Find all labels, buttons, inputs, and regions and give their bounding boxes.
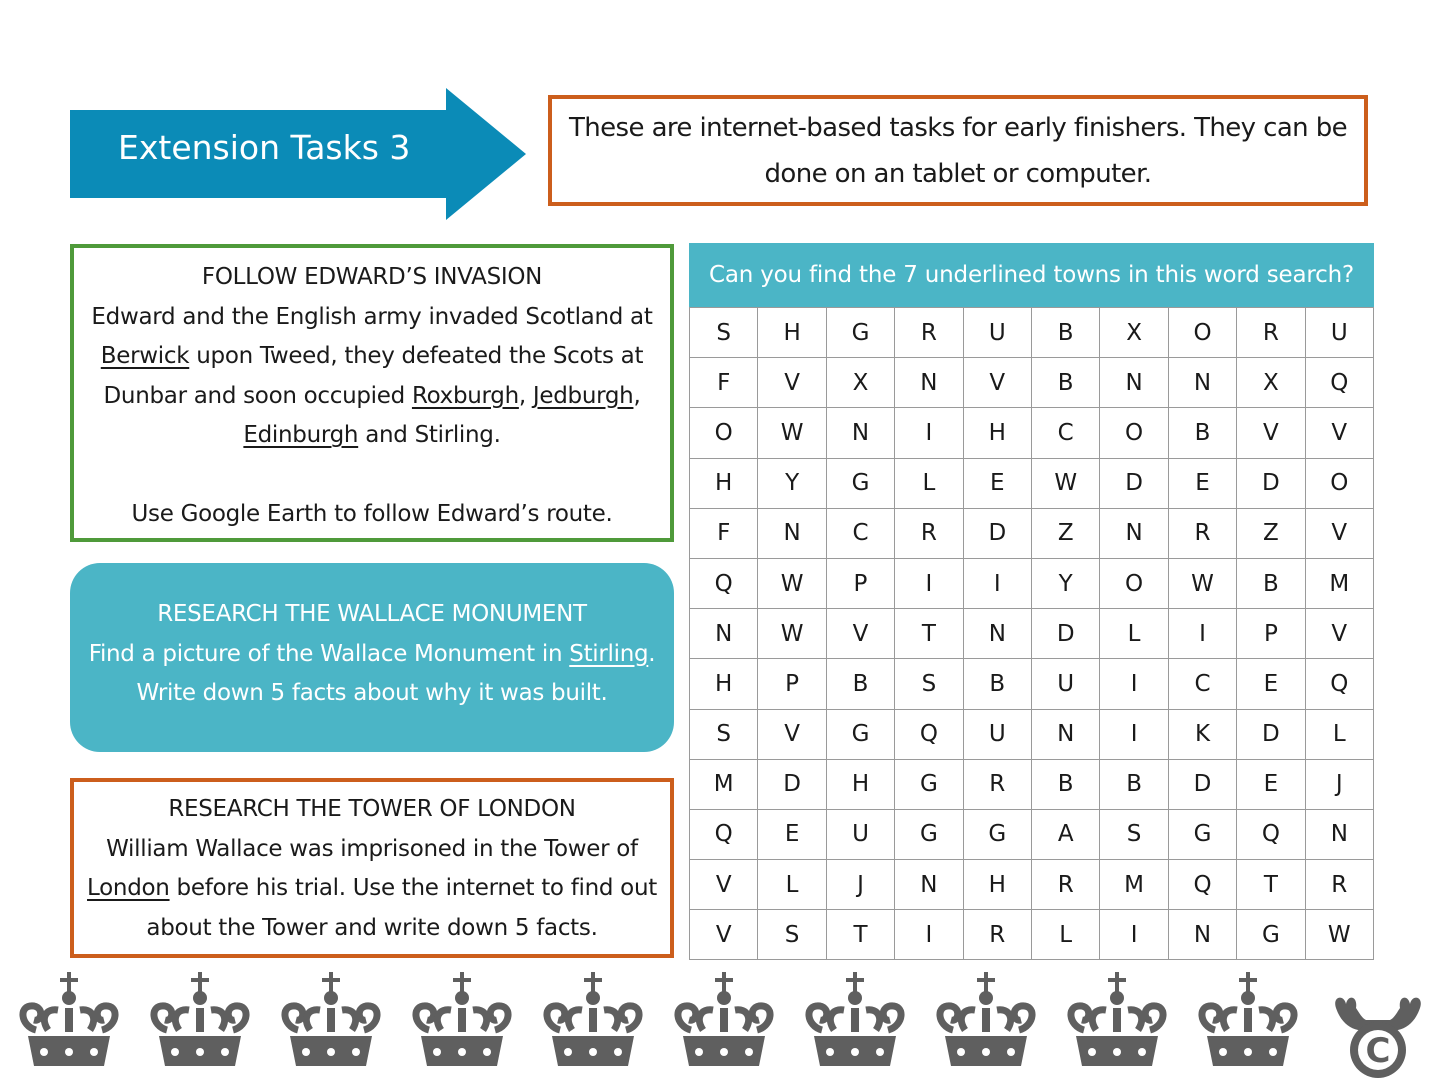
grid-cell: Q <box>1306 358 1374 408</box>
crown-icon <box>1193 968 1303 1078</box>
grid-cell: E <box>758 810 826 860</box>
grid-cell: J <box>1306 760 1374 810</box>
grid-cell: R <box>964 760 1032 810</box>
grid-cell: T <box>1237 860 1305 910</box>
grid-cell: I <box>1100 710 1168 760</box>
grid-cell: I <box>964 559 1032 609</box>
grid-cell: W <box>758 559 826 609</box>
grid-cell: Z <box>1032 509 1100 559</box>
svg-text:C: C <box>1365 1031 1391 1071</box>
moose-copyright-logo <box>1322 990 1434 1082</box>
grid-cell: L <box>1100 609 1168 659</box>
grid-cell: O <box>1100 408 1168 458</box>
word-search-header: Can you find the 7 underlined towns in this word search? <box>689 243 1374 307</box>
crown-icon <box>276 968 386 1078</box>
grid-cell: G <box>827 710 895 760</box>
title-arrow-banner <box>70 88 526 220</box>
grid-cell: L <box>1032 910 1100 960</box>
grid-cell: B <box>1100 760 1168 810</box>
grid-cell: N <box>895 358 963 408</box>
underlined-town: Roxburgh <box>411 382 519 409</box>
grid-cell: D <box>1100 459 1168 509</box>
grid-cell: E <box>1237 659 1305 709</box>
grid-cell: N <box>827 408 895 458</box>
grid-cell: E <box>1169 459 1237 509</box>
grid-cell: B <box>1169 408 1237 458</box>
grid-cell: D <box>1237 710 1305 760</box>
grid-cell: L <box>895 459 963 509</box>
grid-cell: V <box>1306 509 1374 559</box>
grid-cell: H <box>827 760 895 810</box>
spacer <box>86 456 658 496</box>
grid-cell: P <box>827 559 895 609</box>
text-segment: upon Tweed, they defeated the Scots at Dunbar and soon occupied <box>103 343 644 409</box>
grid-cell: X <box>1100 308 1168 358</box>
task-description <box>86 830 658 949</box>
grid-cell: C <box>1032 408 1100 458</box>
grid-cell: H <box>758 308 826 358</box>
grid-cell: D <box>758 760 826 810</box>
grid-cell: Q <box>1237 810 1305 860</box>
crown-border <box>14 968 1434 1080</box>
underlined-town: Edinburgh <box>243 422 359 448</box>
grid-cell: D <box>1032 609 1100 659</box>
grid-cell: B <box>1032 308 1100 358</box>
crown-icon <box>407 968 517 1078</box>
grid-cell: V <box>964 358 1032 408</box>
grid-cell: D <box>964 509 1032 559</box>
grid-cell: I <box>895 910 963 960</box>
task-title: RESEARCH THE WALLACE MONUMENT <box>157 601 587 627</box>
grid-cell: R <box>895 308 963 358</box>
grid-cell: R <box>1169 509 1237 559</box>
grid-cell: N <box>1169 910 1237 960</box>
grid-cell: M <box>690 760 758 810</box>
grid-cell: N <box>1032 710 1100 760</box>
task-title: RESEARCH THE TOWER OF LONDON <box>168 796 576 822</box>
grid-cell: N <box>895 860 963 910</box>
grid-cell: E <box>964 459 1032 509</box>
crown-icon <box>931 968 1041 1078</box>
grid-cell: Y <box>758 459 826 509</box>
grid-cell: D <box>1237 459 1305 509</box>
grid-cell: G <box>1169 810 1237 860</box>
grid-cell: O <box>690 408 758 458</box>
grid-cell: B <box>964 659 1032 709</box>
text-segment: Find a picture of the Wallace Monument in <box>88 640 570 667</box>
grid-cell: I <box>1100 910 1168 960</box>
text-segment: . <box>648 640 656 667</box>
grid-cell: G <box>895 810 963 860</box>
grid-cell: U <box>964 308 1032 358</box>
grid-cell: W <box>1306 910 1374 960</box>
grid-cell: A <box>1032 810 1100 860</box>
grid-cell: I <box>895 559 963 609</box>
grid-cell: O <box>1306 459 1374 509</box>
grid-cell: F <box>690 358 758 408</box>
crown-icon <box>538 968 648 1078</box>
grid-cell: R <box>1237 308 1305 358</box>
text-segment: Edward and the English army invaded Scotland at <box>91 303 653 330</box>
grid-cell: E <box>1237 760 1305 810</box>
grid-cell: V <box>1306 609 1374 659</box>
grid-cell: O <box>1169 308 1237 358</box>
crown-icon <box>1062 968 1172 1078</box>
page-title: Extension Tasks 3 <box>118 128 411 167</box>
crown-icon <box>14 968 124 1078</box>
underlined-town: Berwick <box>100 343 190 369</box>
grid-cell: R <box>964 910 1032 960</box>
grid-cell: W <box>1169 559 1237 609</box>
grid-cell: I <box>1100 659 1168 709</box>
grid-cell: V <box>1237 408 1305 458</box>
grid-cell: S <box>690 308 758 358</box>
task-instruction: Use Google Earth to follow Edward’s route. <box>131 501 613 527</box>
word-search <box>689 243 1374 960</box>
grid-cell: T <box>827 910 895 960</box>
text-segment: William Wallace was imprisoned in the Tower of <box>106 835 638 862</box>
grid-cell: B <box>1032 760 1100 810</box>
grid-cell: G <box>827 459 895 509</box>
text-segment: and Stirling. <box>358 422 501 448</box>
grid-cell: Q <box>690 559 758 609</box>
grid-cell: S <box>1100 810 1168 860</box>
grid-cell: C <box>1169 659 1237 709</box>
grid-cell: S <box>895 659 963 709</box>
grid-cell: T <box>895 609 963 659</box>
task-follow-edwards-invasion <box>70 244 674 542</box>
grid-cell: C <box>827 509 895 559</box>
grid-cell: W <box>758 408 826 458</box>
grid-cell: H <box>964 408 1032 458</box>
grid-cell: N <box>758 509 826 559</box>
grid-cell: Q <box>895 710 963 760</box>
grid-cell: M <box>1100 860 1168 910</box>
grid-cell: G <box>827 308 895 358</box>
grid-cell: P <box>758 659 826 709</box>
grid-cell: S <box>690 710 758 760</box>
grid-cell: X <box>1237 358 1305 408</box>
grid-cell: I <box>895 408 963 458</box>
grid-cell: V <box>690 860 758 910</box>
grid-cell: D <box>1169 760 1237 810</box>
grid-cell: Q <box>690 810 758 860</box>
grid-cell: R <box>895 509 963 559</box>
grid-cell: R <box>1032 860 1100 910</box>
grid-cell: V <box>690 910 758 960</box>
text-segment: , <box>518 382 533 409</box>
intro-text: These are internet-based tasks for early finishers. They can be done on an tablet or computer. <box>569 112 1347 189</box>
grid-cell: X <box>827 358 895 408</box>
grid-cell: U <box>964 710 1032 760</box>
crown-icon <box>145 968 255 1078</box>
grid-cell: V <box>758 358 826 408</box>
grid-cell: O <box>1100 559 1168 609</box>
grid-cell: V <box>827 609 895 659</box>
grid-cell: W <box>1032 459 1100 509</box>
crown-icon <box>800 968 910 1078</box>
grid-cell: Q <box>1169 860 1237 910</box>
grid-cell: N <box>690 609 758 659</box>
grid-cell: B <box>1032 358 1100 408</box>
grid-cell: G <box>964 810 1032 860</box>
grid-cell: G <box>1237 910 1305 960</box>
grid-cell: N <box>1100 358 1168 408</box>
grid-cell: F <box>690 509 758 559</box>
grid-cell: I <box>1169 609 1237 659</box>
grid-cell: Y <box>1032 559 1100 609</box>
task-instruction: Write down 5 facts about why it was built. <box>136 680 608 706</box>
grid-cell: N <box>1100 509 1168 559</box>
grid-cell: G <box>895 760 963 810</box>
grid-cell: B <box>827 659 895 709</box>
intro-box <box>548 95 1368 206</box>
grid-cell: U <box>827 810 895 860</box>
text-segment: before his trial. Use the internet to find out about the Tower and write down 5 facts. <box>146 875 657 941</box>
grid-cell: V <box>1306 408 1374 458</box>
task-research-wallace-monument <box>70 563 674 752</box>
task-research-tower-of-london <box>70 778 674 958</box>
task-description <box>86 298 658 456</box>
grid-cell: U <box>1306 308 1374 358</box>
grid-cell: L <box>758 860 826 910</box>
grid-cell: L <box>1306 710 1374 760</box>
grid-cell: W <box>758 609 826 659</box>
grid-cell: J <box>827 860 895 910</box>
grid-cell: Z <box>1237 509 1305 559</box>
grid-cell: N <box>964 609 1032 659</box>
grid-cell: S <box>758 910 826 960</box>
crown-icon <box>669 968 779 1078</box>
word-search-grid <box>689 307 1374 960</box>
grid-cell: B <box>1237 559 1305 609</box>
grid-cell: R <box>1306 860 1374 910</box>
grid-cell: M <box>1306 559 1374 609</box>
text-segment: , <box>633 382 641 409</box>
grid-cell: V <box>758 710 826 760</box>
grid-cell: Q <box>1306 659 1374 709</box>
grid-cell: U <box>1032 659 1100 709</box>
underlined-town: Jedburgh <box>532 382 634 409</box>
task-description <box>78 635 666 675</box>
grid-cell: H <box>690 459 758 509</box>
grid-cell: H <box>690 659 758 709</box>
underlined-town: London <box>87 875 170 901</box>
grid-cell: H <box>964 860 1032 910</box>
grid-cell: K <box>1169 710 1237 760</box>
grid-cell: N <box>1306 810 1374 860</box>
underlined-town: Stirling <box>569 640 649 667</box>
task-title: FOLLOW EDWARD’S INVASION <box>201 264 543 290</box>
grid-cell: P <box>1237 609 1305 659</box>
grid-cell: N <box>1169 358 1237 408</box>
